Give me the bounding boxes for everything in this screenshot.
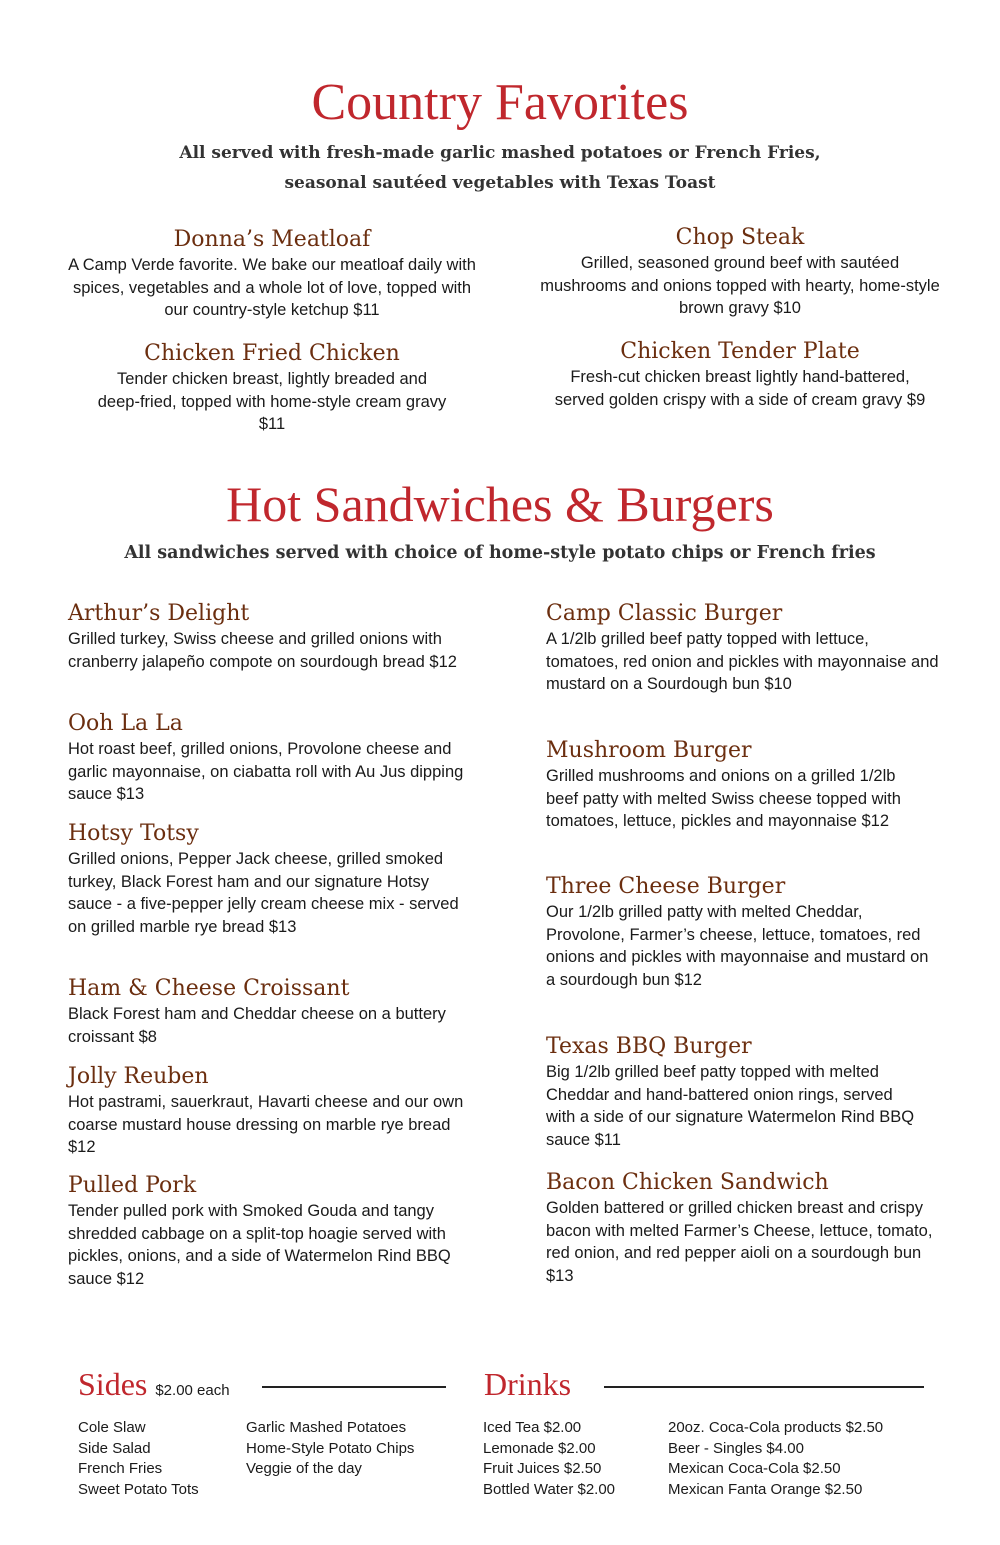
item-description: A 1/2lb grilled beef patty topped with lettuce, tomatoes, red onion and pickles with mayonnaise and mustard on a Sourdough bun $10 bbox=[546, 630, 939, 693]
menu-item-camp-classic-burger bbox=[546, 600, 941, 696]
sides-divider bbox=[262, 1386, 446, 1388]
item-name: Chicken Tender Plate bbox=[620, 339, 860, 364]
drinks-divider bbox=[604, 1386, 924, 1388]
sides-list-col2 bbox=[246, 1418, 414, 1480]
item-description: Fresh-cut chicken breast lightly hand-battered, served golden crispy with a side of cream gravy $9 bbox=[554, 368, 926, 409]
drinks-title: Drinks bbox=[484, 1366, 572, 1402]
item-name: Camp Classic Burger bbox=[546, 601, 783, 626]
item-description: Grilled, seasoned ground beef with sautéed mushrooms and onions topped with hearty, home-style brown gravy $10 bbox=[540, 254, 940, 317]
list-item: Lemonade $2.00 bbox=[483, 1439, 596, 1457]
list-item: Sweet Potato Tots bbox=[78, 1480, 199, 1498]
item-name: Chop Steak bbox=[675, 225, 805, 250]
menu-item-three-cheese-burger bbox=[546, 873, 931, 991]
menu-item-ham-cheese-croissant bbox=[68, 975, 468, 1048]
sandwiches-title: Hot Sandwiches & Burgers bbox=[226, 476, 774, 532]
menu-item-donnas-meatloaf bbox=[62, 226, 482, 322]
menu-item-jolly-reuben bbox=[68, 1063, 468, 1159]
list-item: Beer - Singles $4.00 bbox=[668, 1439, 804, 1457]
drinks-list-col2 bbox=[668, 1418, 883, 1500]
list-item: Iced Tea $2.00 bbox=[483, 1419, 582, 1436]
list-item: Mexican Fanta Orange $2.50 bbox=[668, 1480, 863, 1498]
item-name: Hotsy Totsy bbox=[68, 821, 199, 846]
menu-item-mushroom-burger bbox=[546, 737, 926, 833]
menu-item-texas-bbq-burger bbox=[546, 1033, 921, 1151]
item-description: Big 1/2lb grilled beef patty topped with melted Cheddar and hand-battered onion rings, served with a side of our signature Watermelon Rind BBQ sauce $11 bbox=[546, 1063, 915, 1149]
item-description: Grilled onions, Pepper Jack cheese, grilled smoked turkey, Black Forest ham and our signature Hotsy sauce - a five-pepper jelly cream cheese mix - served on grilled marble rye bread $13 bbox=[68, 850, 459, 936]
sides-heading bbox=[78, 1366, 230, 1409]
menu-item-bacon-chicken-sandwich bbox=[546, 1169, 936, 1287]
item-description: Hot pastrami, sauerkraut, Havarti cheese and our own coarse mustard house dressing on marble rye bread $12 bbox=[68, 1093, 464, 1156]
item-name: Pulled Pork bbox=[68, 1173, 197, 1198]
list-item: French Fries bbox=[78, 1460, 163, 1477]
menu-item-chicken-tender-plate bbox=[540, 338, 940, 411]
sides-list-col1 bbox=[78, 1418, 199, 1500]
drinks-heading bbox=[484, 1366, 571, 1402]
item-name: Arthur’s Delight bbox=[68, 601, 250, 626]
sides-price-note: $2.00 each bbox=[155, 1382, 230, 1399]
sandwiches-subtitle: All sandwiches served with choice of home-style potato chips or French fries bbox=[124, 543, 876, 563]
item-name: Bacon Chicken Sandwich bbox=[546, 1170, 829, 1195]
country-subtitle-line2: seasonal sautéed vegetables with Texas Toast bbox=[284, 173, 716, 193]
item-description: Hot roast beef, grilled onions, Provolone cheese and garlic mayonnaise, on ciabatta roll with Au Jus dipping sauce $13 bbox=[68, 740, 464, 803]
list-item: Veggie of the day bbox=[246, 1460, 362, 1477]
item-description: Grilled mushrooms and onions on a grilled 1/2lb beef patty with melted Swiss cheese topped with tomatoes, lettuce, pickles and mayonnaise $12 bbox=[546, 767, 901, 830]
item-name: Chicken Fried Chicken bbox=[144, 341, 400, 366]
item-description: A Camp Verde favorite. We bake our meatloaf daily with spices, vegetables and a whole lot of love, topped with our country-style ketchup $11 bbox=[68, 256, 476, 319]
country-subtitle-line1: All served with fresh-made garlic mashed potatoes or French Fries, bbox=[179, 143, 821, 163]
item-name: Donna’s Meatloaf bbox=[173, 227, 371, 252]
menu-item-hotsy-totsy bbox=[68, 820, 468, 938]
country-favorites-title: Country Favorites bbox=[311, 74, 689, 131]
list-item: Fruit Juices $2.50 bbox=[483, 1460, 602, 1477]
item-name: Three Cheese Burger bbox=[546, 874, 786, 899]
item-description: Grilled turkey, Swiss cheese and grilled onions with cranberry jalapeño compote on sourdough bread $12 bbox=[68, 630, 457, 671]
menu-item-ooh-la-la bbox=[68, 710, 488, 806]
list-item: Mexican Coca-Cola $2.50 bbox=[668, 1460, 841, 1477]
list-item: Home-Style Potato Chips bbox=[246, 1439, 415, 1457]
menu-item-chicken-fried-chicken bbox=[72, 340, 472, 436]
sides-title: Sides bbox=[78, 1366, 148, 1402]
menu-item-arthurs-delight bbox=[68, 600, 488, 673]
item-description: Golden battered or grilled chicken breast and crispy bacon with melted Farmer’s Cheese, lettuce, tomato, red onion, and red pepper aioli on a sourdough bun $13 bbox=[546, 1199, 933, 1285]
item-description: Black Forest ham and Cheddar cheese on a buttery croissant $8 bbox=[68, 1005, 446, 1046]
item-description: Tender pulled pork with Smoked Gouda and tangy shredded cabbage on a split-top hoagie served with pickles, onions, and a side of Watermelon Rind BBQ sauce $12 bbox=[68, 1202, 451, 1288]
list-item: Cole Slaw bbox=[78, 1419, 146, 1436]
item-name: Mushroom Burger bbox=[546, 738, 752, 763]
item-description: Tender chicken breast, lightly breaded and deep-fried, topped with home-style cream gravy $11 bbox=[97, 370, 447, 433]
item-name: Ham & Cheese Croissant bbox=[68, 976, 350, 1001]
list-item: Garlic Mashed Potatoes bbox=[246, 1419, 407, 1436]
item-name: Jolly Reuben bbox=[68, 1064, 209, 1089]
item-description: Our 1/2lb grilled patty with melted Cheddar, Provolone, Farmer’s cheese, lettuce, tomatoes, red onions and pickles with mayonnaise and mustard on a sourdough bun $12 bbox=[546, 903, 929, 989]
item-name: Texas BBQ Burger bbox=[546, 1034, 752, 1059]
item-name: Ooh La La bbox=[68, 711, 183, 736]
menu-item-chop-steak bbox=[540, 224, 940, 320]
list-item: Side Salad bbox=[78, 1439, 151, 1457]
list-item: 20oz. Coca-Cola products $2.50 bbox=[668, 1419, 884, 1436]
menu-item-pulled-pork bbox=[68, 1172, 478, 1290]
list-item: Bottled Water $2.00 bbox=[483, 1480, 616, 1498]
drinks-list-col1 bbox=[483, 1418, 615, 1500]
